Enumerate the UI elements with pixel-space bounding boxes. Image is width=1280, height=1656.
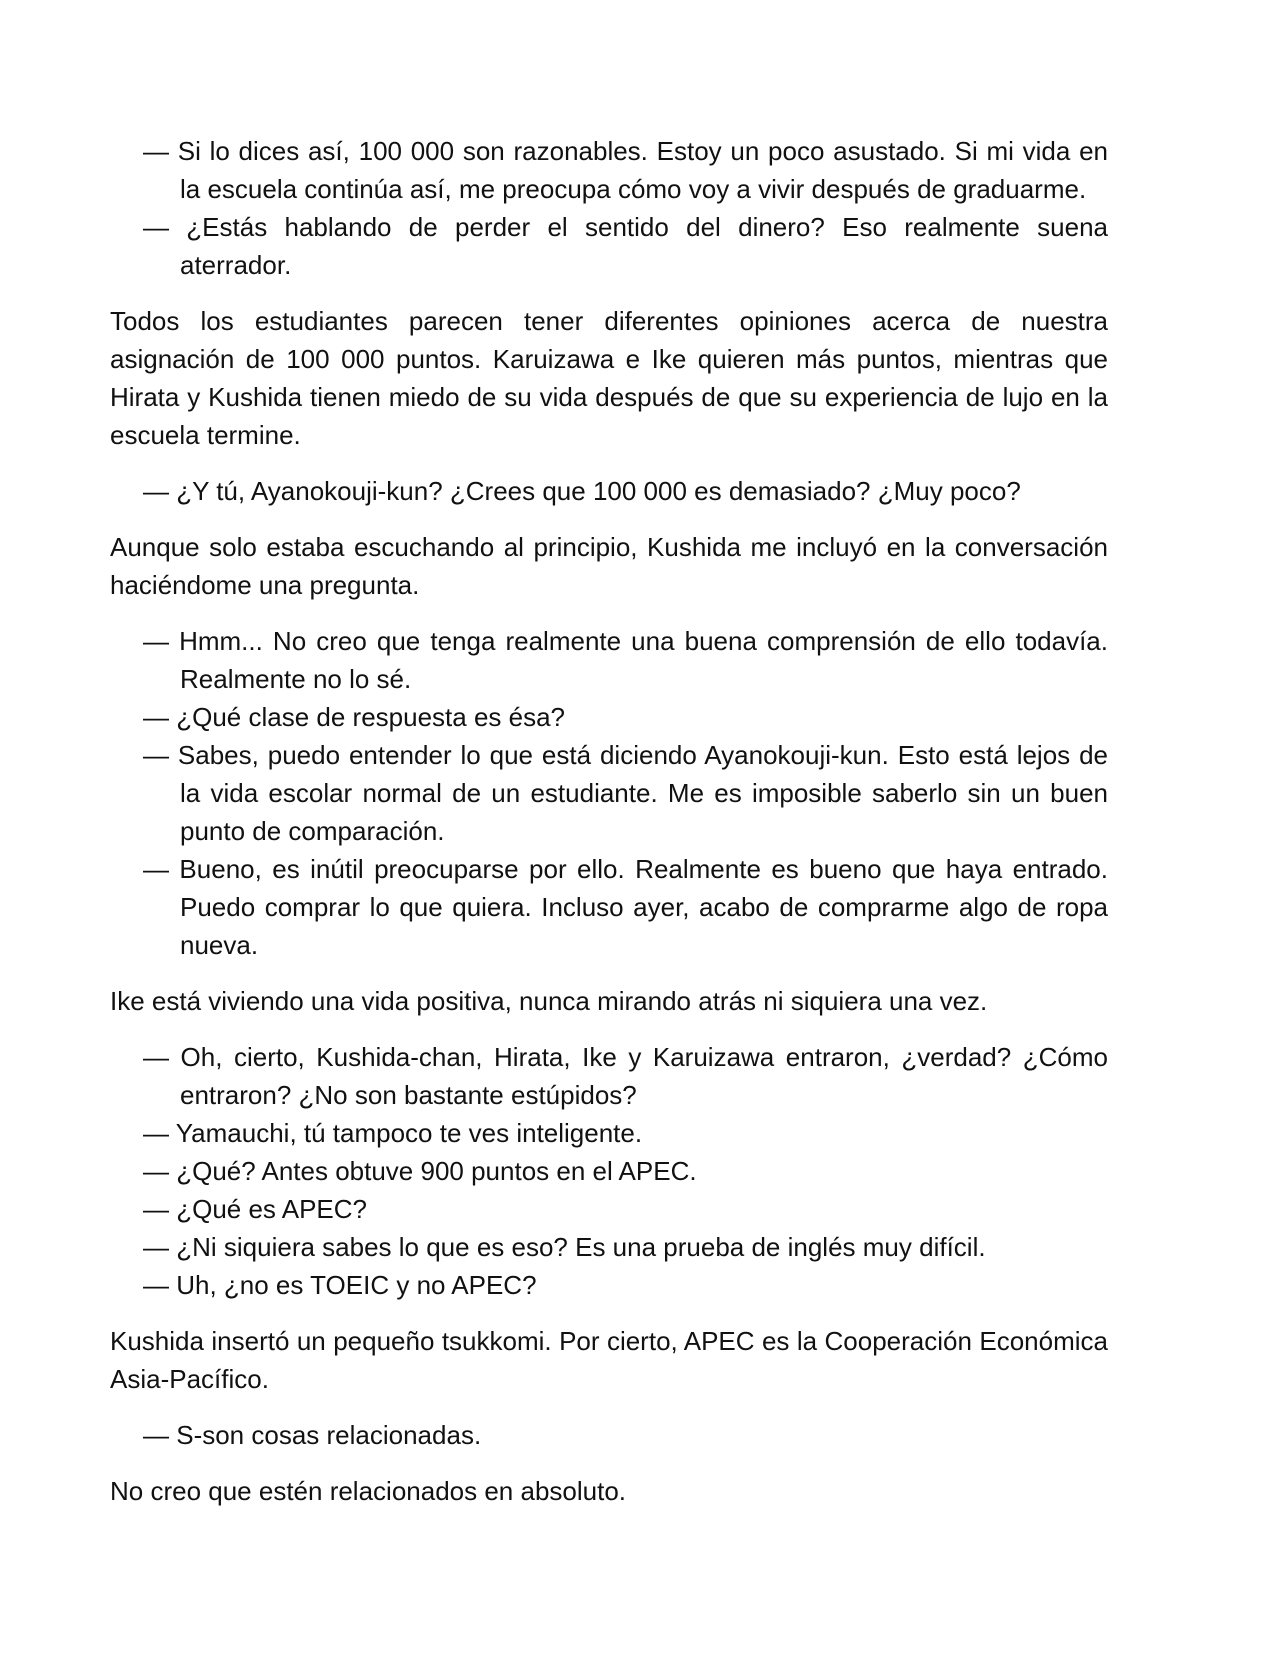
dialogue-paragraph: — Uh, ¿no es TOEIC y no APEC?: [143, 1270, 537, 1300]
narration-paragraph: Ike está viviendo una vida positiva, nunca mirando atrás ni siquiera una vez.: [110, 986, 988, 1016]
dialogue-paragraph: — Hmm... No creo que tenga realmente una buena comprensión de ello todavía. Realmente no lo sé.: [143, 626, 1108, 694]
dialogue-group: [110, 1038, 1108, 1304]
dialogue-paragraph: — ¿Y tú, Ayanokouji-kun? ¿Crees que 100 000 es demasiado? ¿Muy poco?: [143, 476, 1021, 506]
dialogue-paragraph: — Oh, cierto, Kushida-chan, Hirata, Ike y Karuizawa entraron, ¿verdad? ¿Cómo entraron? ¿No son bastante estúpidos?: [143, 1042, 1108, 1110]
narration-paragraph: No creo que estén relacionados en absoluto.: [110, 1476, 627, 1506]
dialogue-group: [110, 1416, 1108, 1454]
dialogue-paragraph: — ¿Estás hablando de perder el sentido del dinero? Eso realmente suena aterrador.: [143, 212, 1108, 280]
dialogue-paragraph: — ¿Qué? Antes obtuve 900 puntos en el APEC.: [143, 1156, 697, 1186]
dialogue-paragraph: — Si lo dices así, 100 000 son razonables. Estoy un poco asustado. Si mi vida en la escuela continúa así, me preocupa cómo voy a vivir después de graduarme.: [143, 136, 1108, 204]
dialogue-paragraph: — Sabes, puedo entender lo que está diciendo Ayanokouji-kun. Esto está lejos de la vida escolar normal de un estudiante. Me es imposible saberlo sin un buen punto de comparación.: [143, 740, 1108, 846]
dialogue-group: [110, 132, 1108, 284]
dialogue-paragraph: — ¿Qué es APEC?: [143, 1194, 367, 1224]
dialogue-paragraph: — ¿Ni siquiera sabes lo que es eso? Es una prueba de inglés muy difícil.: [143, 1232, 986, 1262]
text-content: [110, 132, 1108, 1510]
dialogue-group: [110, 622, 1108, 964]
dialogue-paragraph: — ¿Qué clase de respuesta es ésa?: [143, 702, 566, 732]
narration-paragraph: Kushida insertó un pequeño tsukkomi. Por cierto, APEC es la Cooperación Económica Asia-Pacífico.: [110, 1326, 1108, 1394]
dialogue-paragraph: — S-son cosas relacionadas.: [143, 1420, 482, 1450]
narration-paragraph: Todos los estudiantes parecen tener diferentes opiniones acerca de nuestra asignación de 100 000 puntos. Karuizawa e Ike quieren más puntos, mientras que Hirata y Kushida tienen miedo de su vida después de que su experiencia de lujo en la escuela termine.: [110, 306, 1108, 450]
dialogue-group: [110, 472, 1108, 510]
dialogue-paragraph: — Yamauchi, tú tampoco te ves inteligente.: [143, 1118, 643, 1148]
narration-paragraph: Aunque solo estaba escuchando al principio, Kushida me incluyó en la conversación haciéndome una pregunta.: [110, 532, 1108, 600]
dialogue-paragraph: — Bueno, es inútil preocuparse por ello. Realmente es bueno que haya entrado. Puedo comprar lo que quiera. Incluso ayer, acabo de comprarme algo de ropa nueva.: [143, 854, 1108, 960]
